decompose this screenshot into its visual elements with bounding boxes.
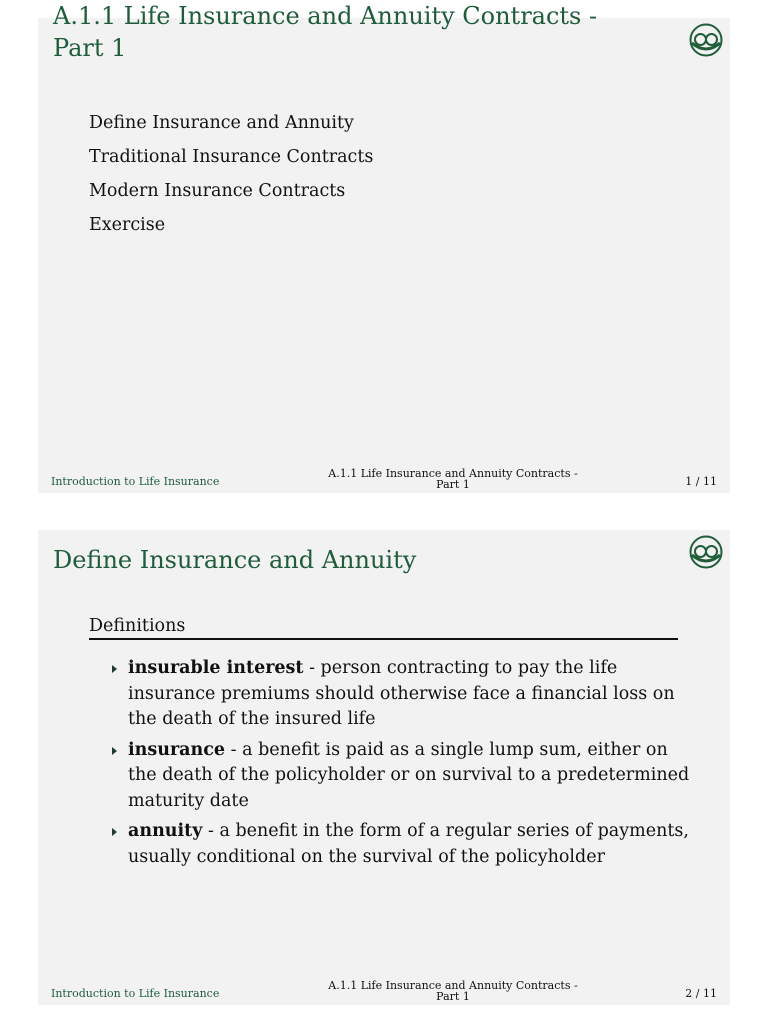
slide-footer <box>38 469 730 491</box>
definition-term: insurable interest <box>128 658 304 678</box>
footer-course-title: Introduction to Life Insurance <box>51 987 220 1000</box>
slide-1 <box>38 2 730 493</box>
footer-section-line-2: Part 1 <box>436 990 470 1003</box>
footer-section-title <box>308 468 598 490</box>
definition-text: - person contracting to pay the life insurance premiums should otherwise face a financial loss on the death of the insured life <box>128 658 675 729</box>
infinity-logo-icon <box>688 22 724 58</box>
slide-title: A.1.1 Life Insurance and Annuity Contracts - Part 1 <box>53 2 598 62</box>
block-header-definitions: Definitions <box>89 614 678 640</box>
infinity-logo-icon <box>688 534 724 570</box>
definition-text: - a benefit is paid as a single lump sum, either on the death of the policyholder or on survival to a predetermined maturity date <box>128 739 690 811</box>
toc-item-exercise[interactable]: Exercise <box>89 215 166 235</box>
slide-footer <box>38 981 730 1003</box>
triangle-bullet-icon <box>112 828 117 836</box>
definition-text: - a benefit in the form of a regular series of payments, usually conditional on the survival of the policyholder <box>128 821 689 867</box>
definition-term: annuity <box>128 821 203 841</box>
list-item <box>110 738 690 815</box>
page-number: 1 / 11 <box>685 475 717 488</box>
triangle-bullet-icon <box>112 747 117 755</box>
table-of-contents <box>89 112 373 248</box>
footer-course-title: Introduction to Life Insurance <box>51 475 220 488</box>
footer-section-line-1: A.1.1 Life Insurance and Annuity Contracts - <box>328 979 578 992</box>
list-item <box>110 656 690 733</box>
slide-2 <box>38 530 730 1005</box>
footer-section-line-1: A.1.1 Life Insurance and Annuity Contracts - <box>328 467 578 480</box>
definition-term: insurance <box>128 739 226 760</box>
definitions-list <box>110 656 690 875</box>
toc-item-define[interactable]: Define Insurance and Annuity <box>89 113 354 133</box>
page-number: 2 / 11 <box>685 987 717 1000</box>
slide-title: Define Insurance and Annuity <box>53 546 417 574</box>
toc-item-modern[interactable]: Modern Insurance Contracts <box>89 181 346 201</box>
triangle-bullet-icon <box>112 665 117 673</box>
list-item <box>110 819 690 870</box>
toc-item-traditional[interactable]: Traditional Insurance Contracts <box>89 147 374 167</box>
footer-section-line-2: Part 1 <box>436 478 470 491</box>
footer-section-title <box>308 980 598 1002</box>
